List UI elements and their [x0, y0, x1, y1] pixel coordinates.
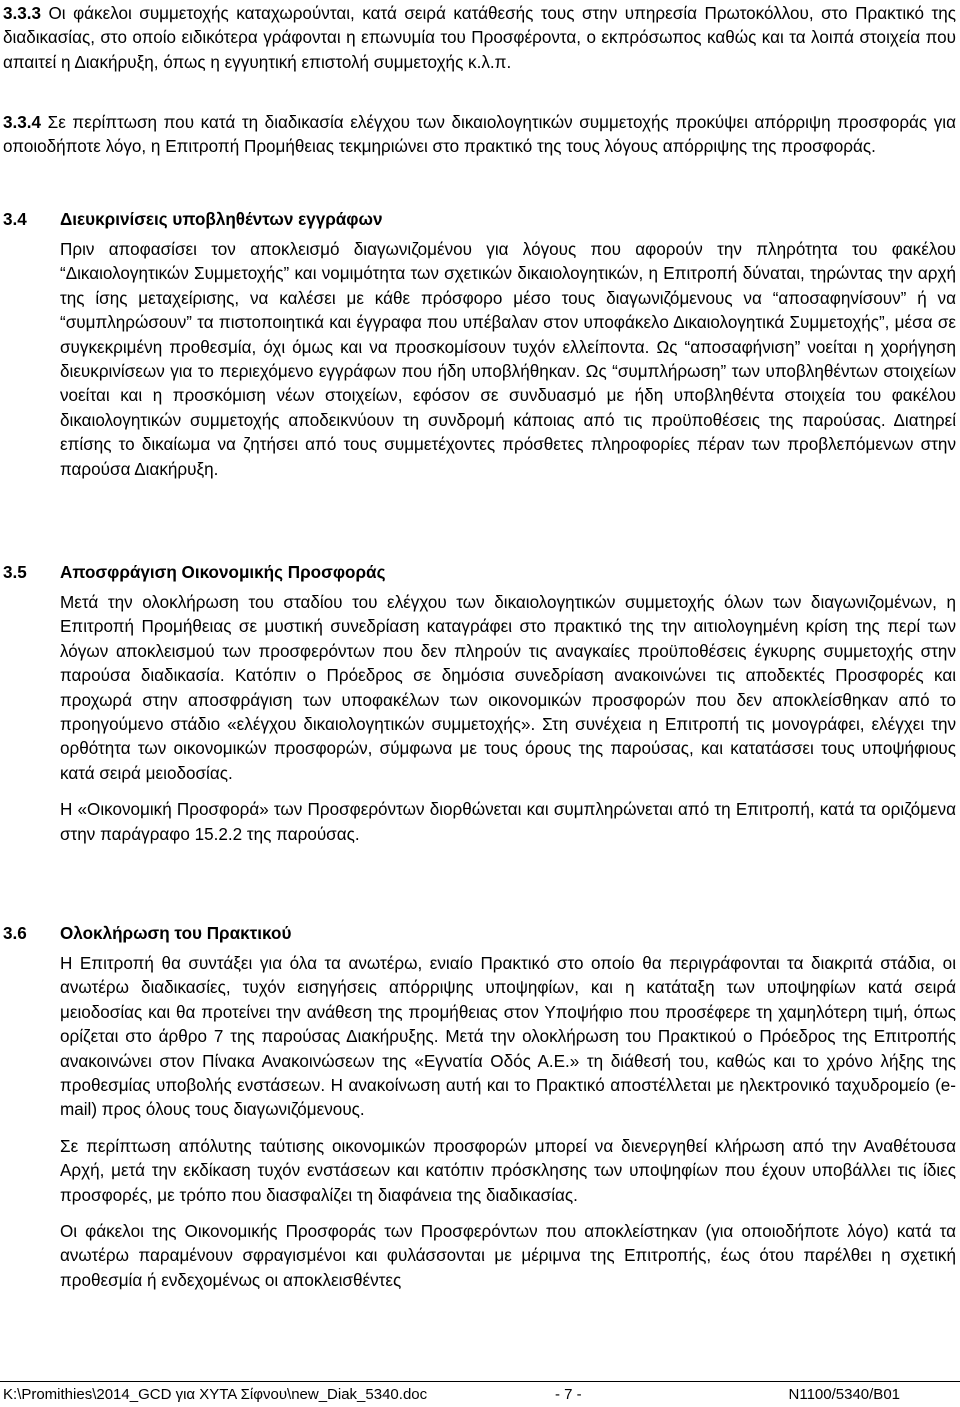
paragraph: Η «Οικονομική Προσφορά» των Προσφερόντων διορθώνεται και συμπληρώνεται από τη Επιτροπή, κατά τα οριζόμενα στην παράγραφο 15.2.2 της παρούσας. — [60, 800, 956, 844]
section-number: 3.6 — [3, 924, 27, 943]
item-number: 3.3.4 — [3, 113, 42, 132]
section-3-5 — [60, 561, 956, 847]
section-number: 3.4 — [3, 210, 27, 229]
item-number: 3.3.3 — [3, 4, 42, 23]
paragraph: Οι φάκελοι της Οικονομικής Προσφοράς των Προσφερόντων που αποκλείστηκαν (για οποιοδήποτε λόγο) κατά τα ανωτέρω παραμένουν σφραγισμένοι και φυλάσσονται με μέριμνα της Επιτροπής, έως ότου παρέλθει η σχετική προθεσμία ή ενδεχομένως οι αποκλεισθέντες — [60, 1222, 956, 1290]
section-title: Αποσφράγιση Οικονομικής Προσφοράς — [60, 563, 386, 582]
section-3-6 — [60, 922, 956, 1293]
item-3-3-3 — [3, 2, 956, 75]
item-3-3-4 — [3, 111, 956, 160]
footer-document-code: N1100/5340/B01 — [788, 1386, 900, 1403]
footer-file-path: K:\Promithies\2014_GCD για ΧΥΤΑ Σίφνου\new_Diak_5340.doc — [3, 1386, 428, 1403]
paragraph: Μετά την ολοκλήρωση του σταδίου του ελέγχου των δικαιολογητικών συμμετοχής όλων των διαγωνιζομένων, η Επιτροπή Προμήθειας σε μυστική συνεδρίαση καταγράφει στο πρακτικό της την αιτιολογημένη κρίση της περί των λόγων αποκλεισμού των προσφερόντων που δεν πληρούν τις αναγκαίες προϋποθέσεις έγκυρης συμμετοχής στην παρούσα διαδικασία. Κατόπιν ο Πρόεδρος σε δημόσια συνεδρίαση ανακοινώνει τις αποδεκτές Προσφορές και προχωρά στην αποσφράγιση των υποφακέλων των οικονομικών προσφορών που δεν αποκλείσθηκαν από το προηγούμενο στάδιο «ελέγχου δικαιολογητικών συμμετοχής». Στη συνέχεια η Επιτροπή τις μονογράφει, ελέγχει την ορθότητα των οικονομικών προσφορών, σύμφωνα με τους όρους της παρούσας, και κατατάσσει τους υποψήφιους κατά σειρά μειοδοσίας. — [60, 593, 956, 783]
item-text: Σε περίπτωση που κατά τη διαδικασία ελέγχου των δικαιολογητικών συμμετοχής προκύψει απόρριψη προσφοράς για οποιοδήποτε λόγο, η Επιτροπή Προμήθειας τεκμηριώνει στο πρακτικό της τους λόγους απόρριψης της προσφοράς. — [3, 113, 956, 157]
paragraph: Σε περίπτωση απόλυτης ταύτισης οικονομικών προσφορών μπορεί να διενεργηθεί κλήρωση από την Αναθέτουσα Αρχή, μετά την εκδίκαση τυχόν ενστάσεων και κατόπιν πρόσκλησης των υποψηφίων που έχουν υποβάλλει τις ίδιες προσφορές, με τρόπο που διασφαλίζει τη διαφάνεια της διαδικασίας. — [60, 1136, 956, 1205]
page-footer — [0, 1381, 960, 1407]
item-text: Οι φάκελοι συμμετοχής καταχωρούνται, κατά σειρά κατάθεσής τους στην υπηρεσία Πρωτοκόλλου, στο Πρακτικό της διαδικασίας, στο οποίο ειδικότερα γράφονται η επωνυμία του Προσφέροντα, ο εκπρόσωπος καθώς και τα λοιπά στοιχεία που απαιτεί η Διακήρυξη, όπως η εγγυητική επιστολή συμμετοχής κ.λ.π. — [3, 4, 956, 72]
section-3-4 — [60, 208, 956, 482]
paragraph: Πριν αποφασίσει τον αποκλεισμό διαγωνιζομένου για λόγους που αφορούν την πληρότητα του φακέλου “Δικαιολογητικών Συμμετοχής” και νομιμότητα των σχετικών δικαιολογητικών, η Επιτροπή δύναται, τηρώντας την αρχή της ίσης μεταχείρισης, να καλέσει με κάθε πρόσφορο μέσο τους διαγωνιζόμενους να “αποσαφηνίσουν” ή να “συμπληρώσουν” τα πιστοποιητικά και έγγραφα που υπέβαλαν στον υποφάκελο Δικαιολογητικά Συμμετοχής”, μέσα σε συγκεκριμένη προθεσμία, όχι όμως και να προσκομίσουν τυχόν ελλείποντα. Ως “αποσαφήνιση” νοείται η χορήγηση διευκρινίσεων για το περιεχόμενο εγγράφων που ήδη υποβλήθηκαν. Ως “συμπλήρωση” των υποβληθέντων στοιχείων νοείται και η προσκόμιση νέων στοιχείων, εφόσον σε συνδυασμό με ήδη υποβληθέντα στοιχεία του φακέλου δικαιολογητικών συμμετοχής αποδεικνύουν τη συνδρομή κάποιας από τις προϋποθέσεις της παρούσας. Διατηρεί επίσης το δικαίωμα να ζητήσει από τους συμμετέχοντες πρόσθετες πληροφορίες πέραν των προβλεπόμενων στην παρούσα Διακήρυξη. — [60, 240, 956, 479]
footer-page-number: - 7 - — [555, 1386, 582, 1403]
section-title: Διευκρινίσεις υποβληθέντων εγγράφων — [60, 210, 383, 229]
section-number: 3.5 — [3, 563, 27, 582]
paragraph: Η Επιτροπή θα συντάξει για όλα τα ανωτέρω, ενιαίο Πρακτικό στο οποίο θα περιγράφονται τα διακριτά στάδια, οι ανωτέρω διαδικασίες, τυχόν εισηγήσεις απόρριψης υποψηφίων, και η κατάταξη των υποψηφίων κατά σειρά μειοδοσίας και θα προτείνει την ανάθεση της προμήθειας στον Υποψήφιο που προσέφερε τη χαμηλότερη τιμή, όπως ορίζεται στο άρθρο 7 της παρούσας Διακήρυξης. Μετά την ολοκλήρωση του Πρακτικού ο Πρόεδρος της Επιτροπής ανακοινώνει στον Πίνακα Ανακοινώσεων της «Εγνατία Οδός Α.Ε.» τη διάθεσή του, καθώς και το χρόνο λήξης της προθεσμίας υποβολής ενστάσεων. Η ανακοίνωση αυτή και το Πρακτικό αποστέλλεται με ηλεκτρονικό ταχυδρομείο (e-mail) προς όλους τους διαγωνιζόμενους. — [60, 954, 956, 1120]
section-title: Ολοκλήρωση του Πρακτικού — [60, 924, 292, 943]
